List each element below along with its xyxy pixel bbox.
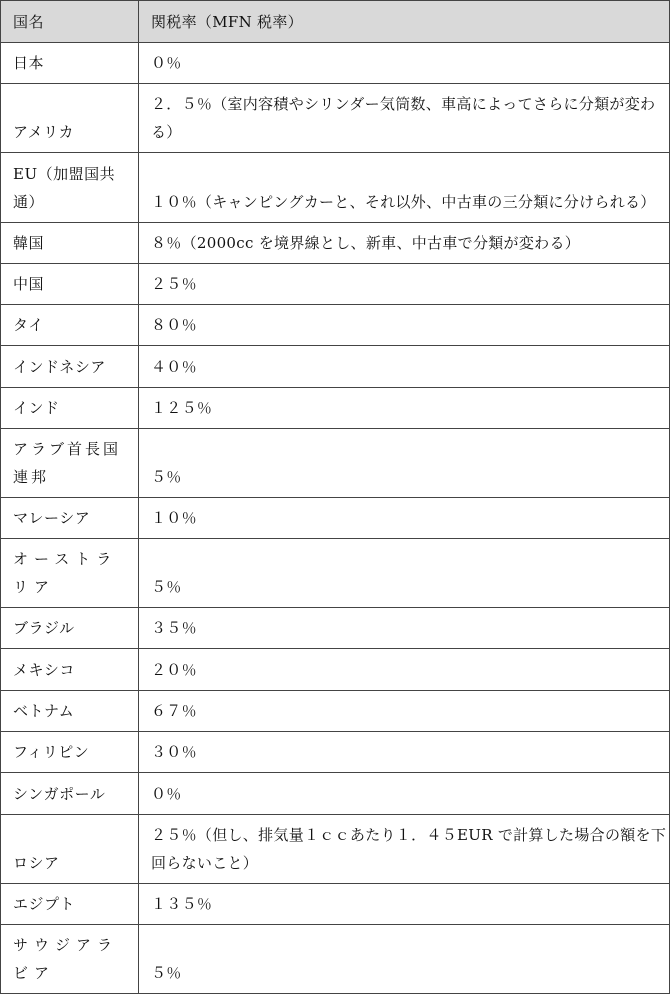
table-row bbox=[1, 498, 670, 539]
table-row bbox=[1, 84, 670, 153]
country-cell: 日本 bbox=[1, 43, 139, 83]
country-cell: インド bbox=[1, 388, 139, 428]
table-row bbox=[1, 153, 670, 223]
table-row bbox=[1, 732, 670, 773]
rate-cell: １２５％ bbox=[139, 388, 670, 428]
table-row bbox=[1, 649, 670, 691]
country-cell: ロシア bbox=[1, 815, 139, 883]
country-cell: エジプト bbox=[1, 884, 139, 924]
table-row bbox=[1, 43, 670, 84]
rate-cell: １３５％ bbox=[139, 884, 670, 924]
rate-cell: ２０％ bbox=[139, 649, 670, 690]
table-row bbox=[1, 429, 670, 498]
table-row bbox=[1, 264, 670, 305]
table-row bbox=[1, 925, 670, 994]
header-country: 国名 bbox=[1, 1, 139, 42]
rate-cell: ２５％（但し、排気量１ｃｃあたり１．４５EUR で計算した場合の額を下回らないこと） bbox=[139, 815, 670, 883]
rate-cell: ５％ bbox=[139, 429, 670, 497]
rate-cell: ５％ bbox=[139, 539, 670, 607]
country-cell: 韓国 bbox=[1, 223, 139, 263]
country-cell: マレーシア bbox=[1, 498, 139, 538]
table-row bbox=[1, 346, 670, 388]
rate-cell: １０％（キャンピングカーと、それ以外、中古車の三分類に分けられる） bbox=[139, 153, 670, 222]
table-row bbox=[1, 691, 670, 732]
country-cell: ベトナム bbox=[1, 691, 139, 731]
table-row bbox=[1, 815, 670, 884]
rate-cell: ６７％ bbox=[139, 691, 670, 731]
rate-cell: ２．５％（室内容積やシリンダー気筒数、車高によってさらに分類が変わる） bbox=[139, 84, 670, 152]
country-cell: アメリカ bbox=[1, 84, 139, 152]
rate-cell: ３５％ bbox=[139, 608, 670, 648]
country-cell: インドネシア bbox=[1, 346, 139, 387]
rate-cell: ０％ bbox=[139, 43, 670, 83]
table-row bbox=[1, 223, 670, 264]
table-row bbox=[1, 539, 670, 608]
country-cell: フィリピン bbox=[1, 732, 139, 772]
table-row bbox=[1, 608, 670, 649]
rate-cell: ５％ bbox=[139, 925, 670, 993]
header-rate: 関税率（MFN 税率） bbox=[139, 1, 670, 42]
rate-cell: ８％（2000cc を境界線とし、新車、中古車で分類が変わる） bbox=[139, 223, 670, 263]
table-row bbox=[1, 773, 670, 815]
table-row bbox=[1, 388, 670, 429]
country-cell: オーストラリア bbox=[1, 539, 139, 607]
country-cell: タイ bbox=[1, 305, 139, 345]
rate-cell: ０％ bbox=[139, 773, 670, 814]
rate-cell: ４０％ bbox=[139, 346, 670, 387]
country-cell: メキシコ bbox=[1, 649, 139, 690]
country-cell: サウジアラビア bbox=[1, 925, 139, 993]
table-header-row bbox=[1, 1, 670, 43]
country-cell: シンガポール bbox=[1, 773, 139, 814]
country-cell: 中国 bbox=[1, 264, 139, 304]
country-cell: EU（加盟国共通） bbox=[1, 153, 139, 222]
rate-cell: １０％ bbox=[139, 498, 670, 538]
rate-cell: ３０％ bbox=[139, 732, 670, 772]
table-row bbox=[1, 884, 670, 925]
country-cell: ブラジル bbox=[1, 608, 139, 648]
rate-cell: ２５％ bbox=[139, 264, 670, 304]
country-cell: アラブ首長国連邦 bbox=[1, 429, 139, 497]
rate-cell: ８０％ bbox=[139, 305, 670, 345]
table-row bbox=[1, 305, 670, 346]
